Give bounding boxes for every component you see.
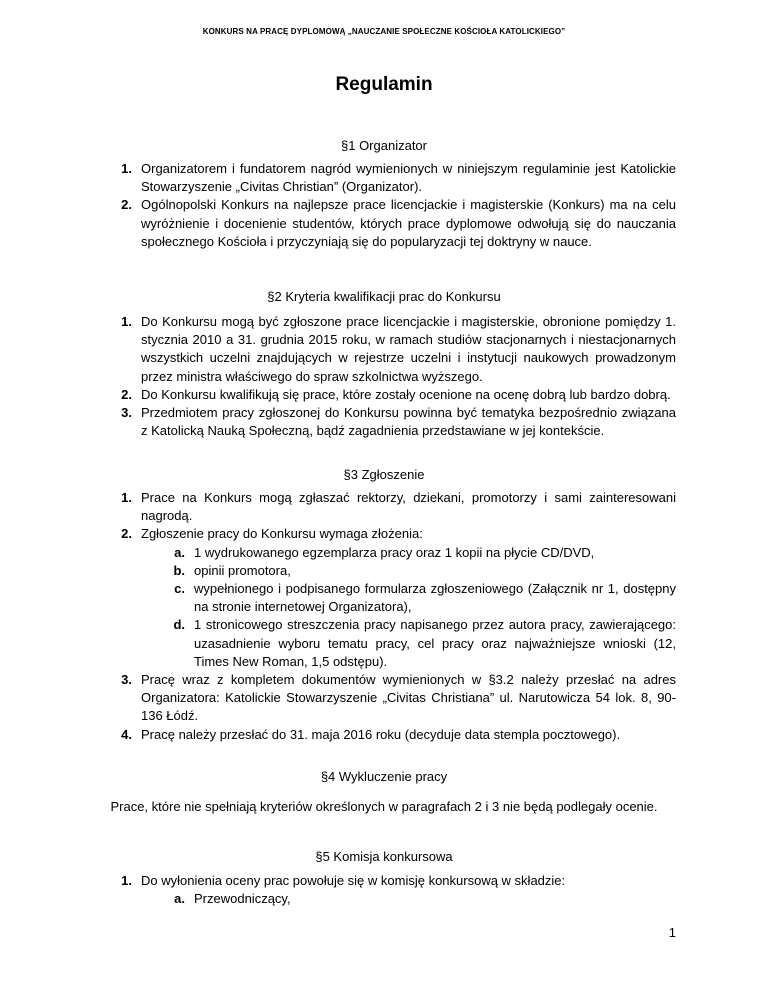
item-number: 1. bbox=[121, 873, 132, 888]
item-text: Zgłoszenie pracy do Konkursu wymaga złożenia: bbox=[141, 526, 423, 542]
list-item bbox=[110, 404, 676, 440]
sub-item-text: 1 stronicowego streszczenia pracy napisanego przez autora pracy, zawierającego: uzasadnienie wyboru tematu pracy, cel pracy oraz najważniejsze wnioski (12, Times New Roman, 1,5 odstępu). bbox=[194, 617, 676, 669]
item-text: Organizatorem i fundatorem nagród wymienionych w niniejszym regulaminie jest Katolickie Stowarzyszenie „Civitas Christian” (Organizator). bbox=[141, 161, 676, 195]
section-4-paragraph: Prace, które nie spełniają kryteriów określonych w paragrafach 2 i 3 nie będą podlegały ocenie. bbox=[110, 799, 658, 814]
sub-list bbox=[141, 890, 676, 908]
section-heading-3: §3 Zgłoszenie bbox=[343, 467, 425, 482]
list-item bbox=[110, 160, 676, 196]
section-5-list bbox=[110, 872, 676, 908]
sub-item-text: opinii promotora, bbox=[194, 562, 291, 578]
sub-list-item bbox=[141, 616, 676, 671]
sub-item-letter: d. bbox=[173, 617, 185, 633]
list-item bbox=[110, 386, 676, 404]
item-number: 1. bbox=[121, 490, 132, 505]
document-title: Regulamin bbox=[335, 74, 433, 95]
section-2-list bbox=[110, 313, 676, 440]
item-number: 4. bbox=[121, 726, 132, 742]
list-item bbox=[110, 726, 676, 744]
section-heading-1: §1 Organizator bbox=[341, 138, 427, 153]
item-text: Ogólnopolski Konkurs na najlepsze prace licencjackie i magisterskie (Konkurs) ma na celu wyróżnienie i docenienie studentów, których prace dyplomowe odwołują się do nauczania społecznego Kościoła i przyczyniają się do popularyzacji tej doktryny w nauce. bbox=[141, 197, 676, 249]
item-number: 1. bbox=[121, 161, 132, 176]
sub-list-item bbox=[141, 562, 676, 580]
running-header: KONKURS NA PRACĘ DYPLOMOWĄ „NAUCZANIE SPOŁECZNE KOŚCIOŁA KATOLICKIEGO” bbox=[202, 27, 566, 36]
section-heading-2: §2 Kryteria kwalifikacji prac do Konkursu bbox=[267, 289, 501, 304]
list-item bbox=[110, 313, 676, 386]
list-item bbox=[110, 196, 676, 251]
list-item bbox=[110, 525, 676, 671]
section-1-list bbox=[110, 160, 676, 251]
item-number: 2. bbox=[121, 197, 132, 213]
item-number: 1. bbox=[121, 314, 132, 329]
sub-item-text: 1 wydrukowanego egzemplarza pracy oraz 1 kopii na płycie CD/DVD, bbox=[194, 544, 595, 560]
section-heading-5: §5 Komisja konkursowa bbox=[315, 849, 453, 864]
list-item bbox=[110, 671, 676, 726]
item-text: Pracę należy przesłać do 31. maja 2016 roku (decyduje data stempla pocztowego). bbox=[141, 726, 621, 742]
item-text: Do Konkursu kwalifikują się prace, które zostały ocenione na ocenę dobrą lub bardzo dobrą. bbox=[141, 386, 671, 402]
item-number: 2. bbox=[121, 526, 132, 542]
sub-item-text: Przewodniczący, bbox=[194, 891, 291, 907]
sub-item-letter: c. bbox=[174, 581, 185, 597]
sub-list-item bbox=[141, 890, 676, 908]
sub-list bbox=[141, 544, 676, 671]
sub-item-letter: a. bbox=[174, 544, 185, 560]
item-number: 3. bbox=[121, 672, 132, 688]
item-text: Do wyłonienia oceny prac powołuje się w komisję konkursową w składzie: bbox=[141, 873, 566, 888]
sub-list-item bbox=[141, 580, 676, 616]
sub-item-letter: b. bbox=[173, 562, 185, 578]
sub-item-letter: a. bbox=[174, 891, 185, 907]
sub-list-item bbox=[141, 544, 676, 562]
list-item bbox=[110, 489, 676, 525]
item-text: Do Konkursu mogą być zgłoszone prace licencjackie i magisterskie, obronione pomiędzy 1. stycznia 2010 a 31. grudnia 2015 roku, w ramach studiów stacjonarnych i niestacjonarnych wszystkich uczelni znajdujących w rejestrze uczelni i instytucji naukowych prowadzonym przez ministra właściwego do spraw szkolnictwa wyższego. bbox=[141, 314, 676, 384]
item-text: Przedmiotem pracy zgłoszonej do Konkursu powinna być tematyka bezpośrednio związana z Katolicką Nauką Społeczną, bądź zagadnienia przedstawiane w jej kontekście. bbox=[141, 405, 676, 439]
list-item bbox=[110, 872, 676, 908]
sub-item-text: wypełnionego i podpisanego formularza zgłoszeniowego (Załącznik nr 1, dostępny na stronie internetowej Organizatora), bbox=[194, 581, 676, 615]
item-number: 3. bbox=[121, 405, 132, 421]
item-text: Pracę wraz z kompletem dokumentów wymienionych w §3.2 należy przesłać na adres Organizatora: Katolickie Stowarzyszenie „Civitas Christiana” ul. Narutowicza 54 lok. 8, 90-136 Łódź. bbox=[141, 672, 676, 724]
section-3-list bbox=[110, 489, 676, 744]
page-number: 1 bbox=[668, 925, 676, 940]
item-number: 2. bbox=[121, 386, 132, 402]
section-heading-4: §4 Wykluczenie pracy bbox=[320, 769, 448, 784]
item-text: Prace na Konkurs mogą zgłaszać rektorzy, dziekani, promotorzy i sami zainteresowani nagrodą. bbox=[141, 490, 676, 524]
